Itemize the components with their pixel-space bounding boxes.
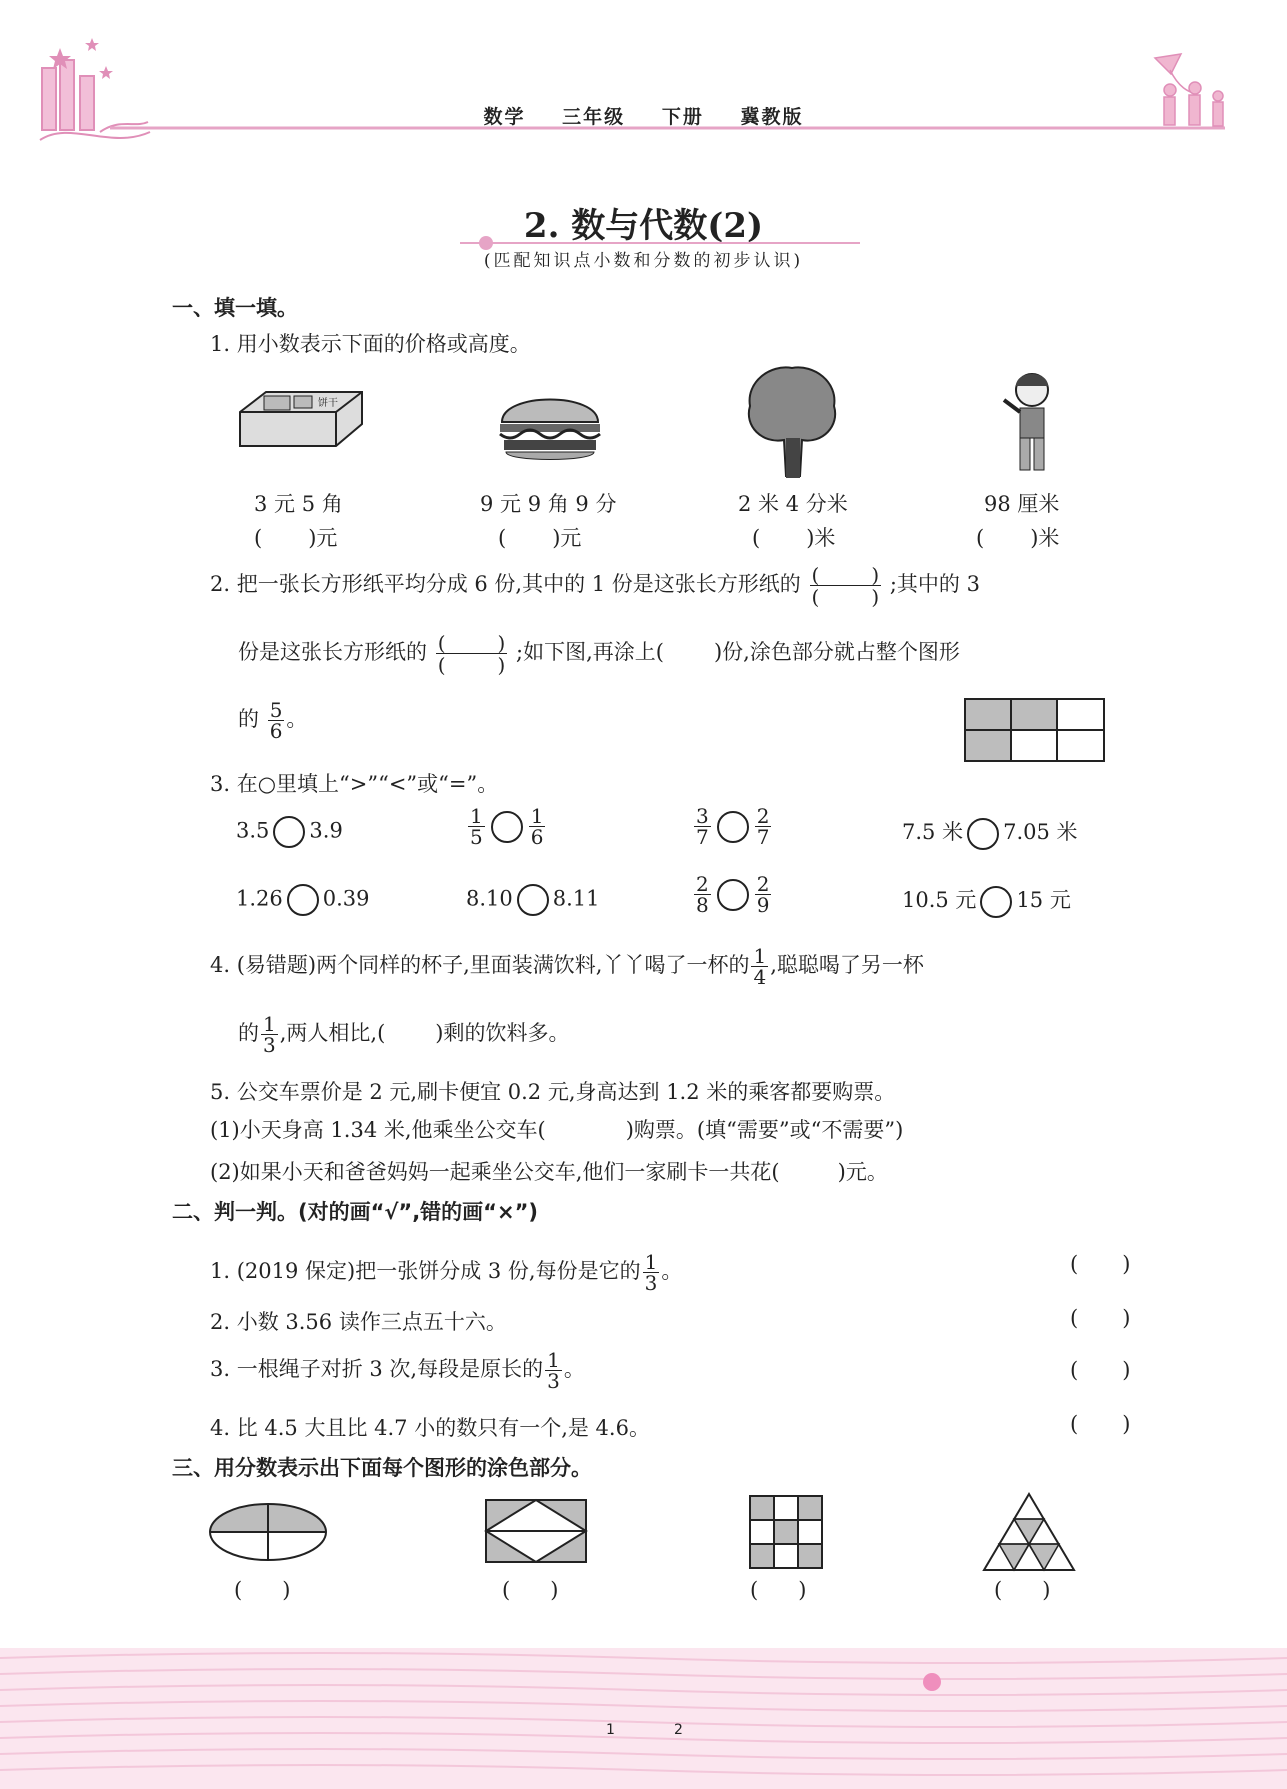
q5-part-2: (2)如果小天和爸爸妈妈一起乘坐公交车,他们一家刷卡一共花( )元。 <box>210 1160 888 1184</box>
compare-circle[interactable] <box>717 811 749 843</box>
boy-image <box>996 370 1064 476</box>
compare-circle[interactable] <box>980 886 1012 918</box>
q3-text: 3. 在○里填上“>”“<”或“=”。 <box>210 772 499 796</box>
section-1-heading: 一、填一填。 <box>172 296 298 320</box>
grid-figure <box>748 1494 824 1570</box>
q1-item-3-value: 2 米 4 分米 <box>738 492 848 516</box>
header-decoration <box>0 0 1287 180</box>
s3-fig-3-answer[interactable]: ( ) <box>750 1578 807 1602</box>
q5-text: 5. 公交车票价是 2 元,刷卡便宜 0.2 元,身高达到 1.2 米的乘客都要购票。 <box>210 1080 896 1104</box>
q1-item-2-answer[interactable]: ( )元 <box>498 526 582 550</box>
s2-q1: 1. (2019 保定)把一张饼分成 3 份,每份是它的 $\frac{1}{3}$ 。 <box>210 1250 683 1295</box>
compare-circle[interactable] <box>273 816 305 848</box>
q3-r1-b: $\frac{1}{5}$ $\frac{1}{6}$ <box>470 804 544 849</box>
s2-q3-answer[interactable]: ( ) <box>1070 1358 1131 1382</box>
footer-wave-band <box>0 1648 1287 1789</box>
compare-circle[interactable] <box>717 879 749 911</box>
page-number-right: 2 <box>674 1722 683 1738</box>
q5-part-1: (1)小天身高 1.34 米,他乘坐公交车( )购票。(填“需要”或“不需要”) <box>210 1118 904 1142</box>
s2-q2: 2. 小数 3.56 读作三点五十六。 <box>210 1310 507 1334</box>
s2-q4: 4. 比 4.5 大且比 4.7 小的数只有一个,是 4.6。 <box>210 1416 650 1440</box>
compare-circle[interactable] <box>287 884 319 916</box>
biscuit-label: 饼干 <box>318 398 338 409</box>
q3-r2-b: 8.10 8.11 <box>466 884 600 916</box>
q4-line-1: 4. (易错题)两个同样的杯子,里面装满饮料,丫丫喝了一杯的 $\frac{1}{4}$ ,聪聪喝了另一杯 <box>210 944 924 989</box>
s3-fig-1-answer[interactable]: ( ) <box>234 1578 291 1602</box>
page-number-left: 1 <box>606 1722 615 1738</box>
header-edition: 冀教版 <box>740 106 804 128</box>
compare-circle[interactable] <box>517 884 549 916</box>
q3-r2-c: $\frac{2}{8}$ $\frac{2}{9}$ <box>696 872 770 917</box>
q3-r2-a: 1.26 0.39 <box>236 884 370 916</box>
tree-image <box>744 364 840 482</box>
ellipse-figure <box>206 1500 330 1564</box>
compare-circle[interactable] <box>491 811 523 843</box>
page-subtitle: (匹配知识点小数和分数的初步认识) <box>483 251 804 271</box>
q4-line-2: 的 $\frac{1}{3}$ ,两人相比,( )剩的饮料多。 <box>238 1012 570 1057</box>
q1-item-4-answer[interactable]: ( )米 <box>976 526 1060 550</box>
q2-grid-figure <box>964 698 1108 764</box>
q2-line-2: 份是这张长方形纸的 $\frac{( )}{( )}$ ;如下图,再涂上( )份,涂色部分就占整个图形 <box>238 631 960 677</box>
s2-q4-answer[interactable]: ( ) <box>1070 1412 1131 1436</box>
section-3-heading: 三、用分数表示出下面每个图形的涂色部分。 <box>172 1456 592 1480</box>
q3-r1-c: $\frac{3}{7}$ $\frac{2}{7}$ <box>696 804 770 849</box>
s2-q1-answer[interactable]: ( ) <box>1070 1252 1131 1276</box>
s2-q2-answer[interactable]: ( ) <box>1070 1306 1131 1330</box>
biscuit-box-image <box>236 384 366 454</box>
q2-line-3: 的 $\frac{5}{6}$ 。 <box>238 698 308 743</box>
q1-item-1-value: 3 元 5 角 <box>254 492 343 516</box>
q1-item-2-value: 9 元 9 角 9 分 <box>480 492 617 516</box>
q2-blank-fraction-2[interactable]: $\frac{( )}{( )}$ <box>437 631 506 677</box>
star-icon <box>49 38 113 79</box>
header-volume: 下册 <box>661 106 704 128</box>
compare-circle[interactable] <box>967 818 999 850</box>
q3-r1-d: 7.5 米 7.05 米 <box>902 816 1078 850</box>
s3-fig-4-answer[interactable]: ( ) <box>994 1578 1051 1602</box>
header-subject: 数学 <box>483 106 526 128</box>
q1-text: 1. 用小数表示下面的价格或高度。 <box>210 332 531 356</box>
s3-fig-2-answer[interactable]: ( ) <box>502 1578 559 1602</box>
q1-item-1-answer[interactable]: ( )元 <box>254 526 338 550</box>
s2-q3: 3. 一根绳子对折 3 次,每段是原长的 $\frac{1}{3}$ 。 <box>210 1348 585 1393</box>
q2-blank-fraction-1[interactable]: $\frac{( )}{( )}$ <box>811 563 880 609</box>
q2-fraction-five-sixths: $\frac{5}{6}$ <box>269 698 283 743</box>
page-title: 2. 数与代数(2) <box>523 206 764 246</box>
triangle-figure <box>982 1492 1076 1572</box>
header-grade: 三年级 <box>562 106 626 128</box>
hamburger-image <box>498 386 602 466</box>
rhombus-rectangle-figure <box>484 1498 588 1564</box>
q3-r2-d: 10.5 元 15 元 <box>902 884 1071 918</box>
q3-r1-a: 3.5 3.9 <box>236 816 343 848</box>
book-header <box>0 102 1287 129</box>
q1-item-3-answer[interactable]: ( )米 <box>752 526 836 550</box>
q1-item-4-value: 98 厘米 <box>984 492 1060 516</box>
q2-line-1: 2. 把一张长方形纸平均分成 6 份,其中的 1 份是这张长方形纸的 $\frac{( )}{( )}$ ;其中的 3 <box>210 563 980 609</box>
section-2-heading: 二、判一判。(对的画“√”,错的画“×”) <box>172 1200 538 1224</box>
